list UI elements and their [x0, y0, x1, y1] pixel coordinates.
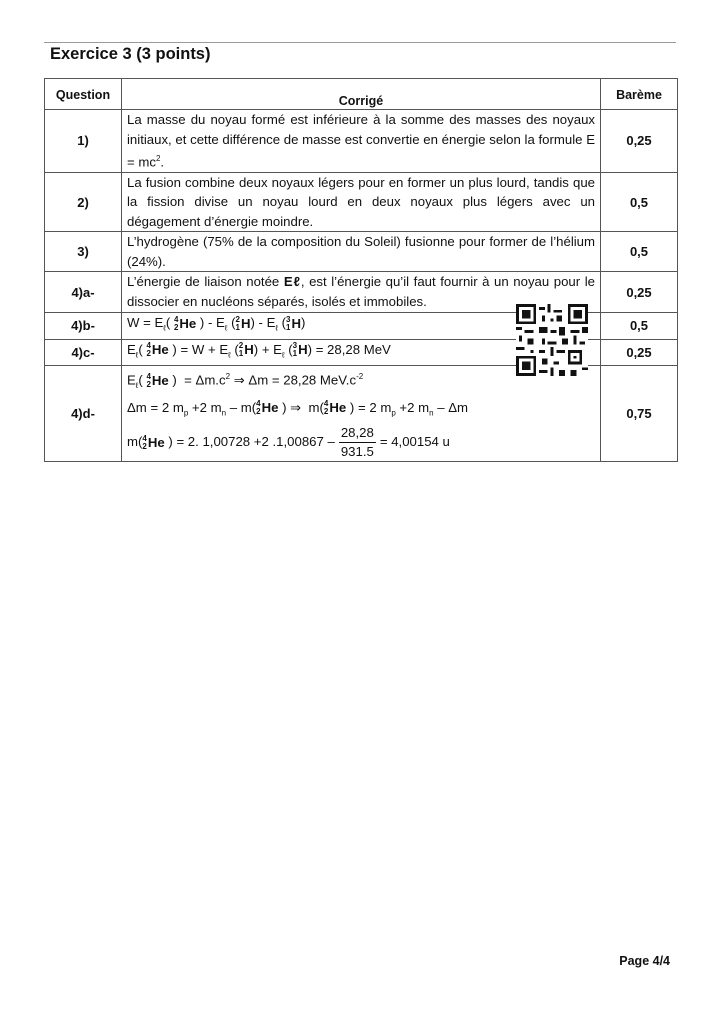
answer-4d-values: = 2. 1,00728 +2 .1,00867 – — [176, 434, 335, 450]
page-number: Page 4/4 — [619, 954, 670, 968]
question-number: 1) — [45, 110, 122, 173]
fraction — [339, 424, 376, 461]
answer-4b: $W = E_\ell$( 4 2 He ) - $E_\ell$ ( 2 1 $H) - E_\ell$ ( 3 1 H) — [122, 313, 601, 339]
answer-text: La masse du noyau formé est inférieure à la somme des masses des noyaux initiaux, et cette différence de masse est convertie en énergie selon la formule $E = mc^2$. — [122, 110, 601, 173]
fraction-numerator: 28,28 — [339, 424, 376, 443]
question-number: 4)d- — [45, 365, 122, 462]
table-row — [45, 172, 678, 232]
top-rule — [44, 42, 676, 43]
table-row — [45, 232, 678, 272]
qr-code — [516, 303, 588, 377]
score: 0,25 — [601, 272, 678, 313]
exercise-title: Exercice 3 (3 points) — [50, 45, 211, 63]
score: 0,5 — [601, 313, 678, 339]
question-number: 4)a- — [45, 272, 122, 313]
fraction-denominator: 931.5 — [340, 444, 374, 460]
table-row — [45, 110, 678, 173]
question-number: 4)b- — [45, 313, 122, 339]
answer-4a-pre: L’énergie de liaison notée — [127, 274, 284, 290]
header-row — [45, 79, 678, 110]
score: 0,5 — [601, 232, 678, 272]
answer-4a-post: , est l’énergie qu’il faut fournir à un noyau pour le dissocier en nucléons séparés, isolés et immobiles. — [127, 274, 595, 309]
binding-energy-symbol: Eℓ — [283, 274, 301, 290]
question-number: 2) — [45, 172, 122, 232]
score: 0,75 — [601, 365, 678, 462]
answer-1-tail: . — [160, 154, 165, 170]
answer-4c: $E_\ell$( 4 2 He ) = $W + E_\ell$ ( 2 1 $H) + E_\ell$ ( 3 1 H) = 28,28 MeV — [122, 339, 601, 365]
question-number: 3) — [45, 232, 122, 272]
table-row — [45, 365, 678, 462]
correction-table — [44, 78, 678, 462]
score: 0,25 — [601, 339, 678, 365]
question-number: 4)c- — [45, 339, 122, 365]
answer-1: La masse du noyau formé est inférieure à la somme des masses des noyaux initiaux, et cette différence de masse est convertie en énergie selon la formule E = mc — [127, 112, 595, 170]
answer-3: L’hydrogène (75% de la composition du Soleil) fusionne pour former de l’hélium (24%). — [122, 232, 601, 272]
answer-4c-result: = 28,28 MeV — [315, 341, 391, 357]
answer-4d-result: = 4,00154 u — [379, 434, 450, 450]
score: 0,5 — [601, 172, 678, 232]
header-bareme: Barème — [601, 79, 678, 110]
answer-4d-line1: = 28,28 MeV.c — [271, 372, 357, 388]
score: 0,25 — [601, 110, 678, 173]
header-question: Question — [45, 79, 122, 110]
answer-2: La fusion combine deux noyaux légers pour en former un plus lourd, tandis que la fission divise un noyau lourd en deux noyaux plus légers avec un dégagement d’énergie moindre. — [122, 172, 601, 232]
answer-4d: $E_\ell$( 4 2 He ) = $\Delta m.c^2$ ⇒ Δm = 28,28 $MeV.c^{-2}$ Δm = 2 $m_p +2$ $m_n - m$( 4 2 He ) ⇒ m( 4 2 He ) = 2 $m_p +2$ $m_n$ – Δm m( 4 2 He ) = 2. 1,00728 +2 .1,00867 – $\frac{28,28}{931.5}$ = 4,00154 u — [122, 365, 601, 462]
header-corrige: Corrigé — [122, 79, 601, 110]
